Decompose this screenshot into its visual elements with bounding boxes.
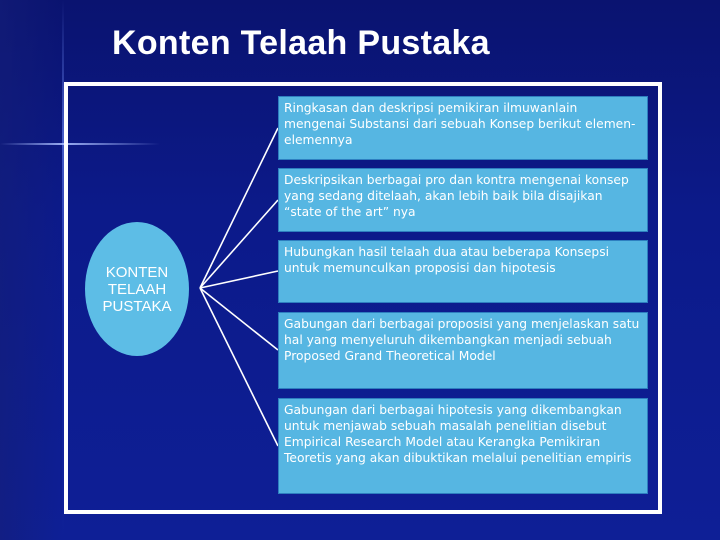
connector-line-1 xyxy=(200,128,278,288)
content-box-1: Ringkasan dan deskripsi pemikiran ilmuwanlain mengenai Substansi dari sebuah Konsep berikut elemen-elemennya xyxy=(278,96,648,160)
content-box-3: Hubungkan hasil telaah dua atau beberapa Konsepsi untuk memunculkan proposisi dan hipotesis xyxy=(278,240,648,303)
connector-line-2 xyxy=(200,200,278,288)
center-node-label: KONTEN TELAAH PUSTAKA xyxy=(102,263,172,315)
content-box-4: Gabungan dari berbagai proposisi yang menjelaskan satu hal yang menyeluruh dikembangkan menjadi sebuah Proposed Grand Theoretical Model xyxy=(278,312,648,389)
connector-line-4 xyxy=(200,288,278,350)
slide-title: Konten Telaah Pustaka xyxy=(112,24,490,62)
connector-line-3 xyxy=(200,271,278,288)
content-box-5: Gabungan dari berbagai hipotesis yang dikembangkan untuk menjawab sebuah masalah penelitian disebut Empirical Research Model atau Kerangka Pemikiran Teoretis yang akan dibuktikan melalui penelitian empiris xyxy=(278,398,648,494)
center-node xyxy=(85,222,189,356)
connector-line-5 xyxy=(200,288,278,446)
content-box-2: Deskripsikan berbagai pro dan kontra mengenai konsep yang sedang ditelaah, akan lebih baik bila disajikan “state of the art” nya xyxy=(278,168,648,232)
